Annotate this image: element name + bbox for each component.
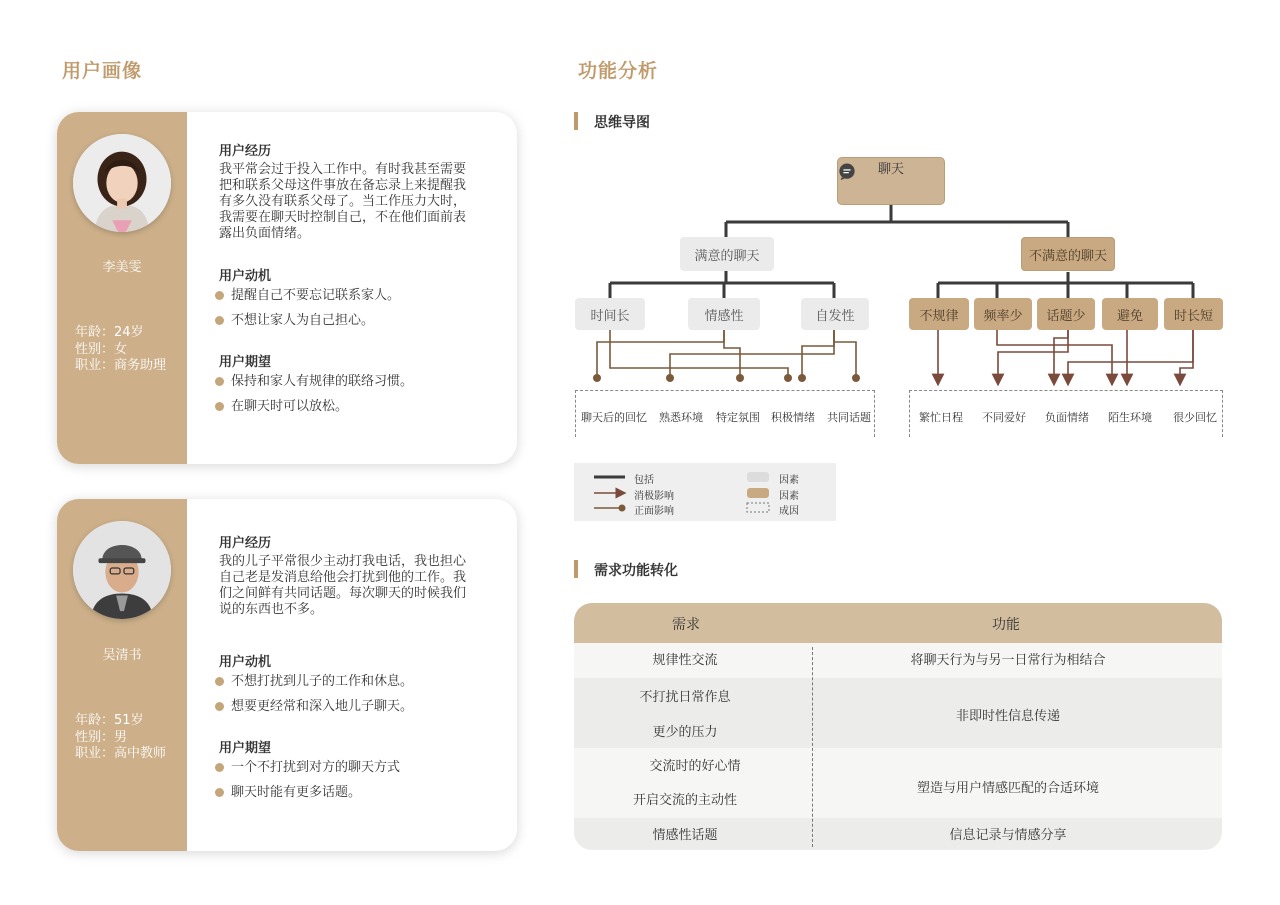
mindmap-legend: [574, 463, 836, 521]
cause-label: 繁忙日程: [919, 411, 963, 424]
header-function: 功能: [992, 617, 1020, 633]
expect-heading: 用户期望: [219, 355, 272, 370]
motive-heading: 用户动机: [219, 655, 272, 670]
cause-label: 共同话题: [827, 411, 871, 424]
need-cell: 开启交流的主动性: [632, 793, 738, 808]
cause-label: 积极情绪: [771, 411, 815, 424]
factor-node: 时长短: [1164, 298, 1223, 330]
history-heading: 用户经历: [219, 144, 272, 159]
function-cell: 非即时性信息传递: [955, 709, 1061, 724]
table-row: [574, 643, 1222, 678]
node-unsatisfied: 不满意的聊天: [1021, 237, 1115, 271]
list-item: 不想打扰到儿子的工作和休息。: [219, 673, 491, 698]
cause-label: 陌生环境: [1108, 411, 1152, 424]
expect-list: [219, 759, 491, 809]
function-cell: 将聊天行为与另一日常行为相结合: [910, 653, 1106, 668]
history-heading: 用户经历: [219, 536, 272, 551]
expect-heading: 用户期望: [219, 741, 272, 756]
motive-list: [219, 287, 491, 337]
persona-details: [219, 140, 491, 423]
persona-attributes: [75, 713, 166, 763]
function-cell: 信息记录与情感分享: [949, 828, 1067, 843]
node-satisfied: 满意的聊天: [680, 237, 774, 271]
need-cell: 规律性交流: [652, 653, 718, 668]
chat-bubble-icon: [838, 163, 856, 181]
mind-map: [570, 150, 1230, 450]
avatar-female: [73, 134, 171, 232]
list-item: 聊天时能有更多话题。: [219, 784, 491, 809]
legend-factor-brown-label: 因素: [779, 491, 799, 502]
table-row: [574, 678, 1222, 748]
persona-card-2: [57, 499, 517, 851]
table-header: [574, 603, 1222, 643]
factor-node: 不规律: [909, 298, 969, 330]
list-item: 想要更经常和深入地儿子聊天。: [219, 698, 491, 723]
list-item: 在聊天时可以放松。: [219, 398, 491, 423]
persona-sidebar: [57, 112, 187, 464]
avatar-male: [73, 521, 171, 619]
function-cell: 塑造与用户情感匹配的合适环境: [916, 781, 1100, 796]
persona-details: [219, 532, 491, 809]
motive-heading: 用户动机: [219, 269, 272, 284]
factor-node: 自发性: [801, 298, 869, 330]
root-label: 聊天: [877, 162, 904, 177]
table-row: [574, 748, 1222, 818]
cause-label: 不同爱好: [982, 411, 1026, 424]
persona-job: 职业：高中教师: [75, 746, 167, 761]
mindmap-title: 思维导图: [574, 112, 650, 132]
column-divider: [812, 647, 813, 847]
persona-age: 年龄：24岁: [75, 325, 144, 340]
legend-include-label: 包括: [634, 475, 654, 486]
cause-label: 熟悉环境: [659, 411, 703, 424]
list-item: 保持和家人有规律的联络习惯。: [219, 373, 491, 398]
expect-list: [219, 373, 491, 423]
persona-job: 职业：商务助理: [75, 358, 167, 373]
legend-factor-light-label: 因素: [779, 475, 799, 486]
factor-node: 时间长: [575, 298, 645, 330]
header-need: 需求: [672, 617, 700, 633]
legend-cause-label: 成因: [779, 506, 799, 517]
table-row: [574, 818, 1222, 850]
persona-section-title: 用户画像: [62, 60, 143, 82]
table-title: 需求功能转化: [574, 560, 678, 580]
factor-node: 情感性: [688, 298, 760, 330]
persona-sidebar: [57, 499, 187, 851]
motive-list: [219, 673, 491, 723]
history-text: 我平常会过于投入工作中。有时我甚至需要 把和联系父母这件事放在备忘录上来提醒我 有多久没有联系父母了。当工作压力大时， 我需要在聊天时控制自己，不在他们面前表 露出负面情绪。: [219, 162, 467, 241]
factor-node: 话题少: [1037, 298, 1095, 330]
legend-positive-label: 正面影响: [634, 506, 674, 517]
factor-node: 频率少: [974, 298, 1032, 330]
persona-name: 李美雯: [102, 260, 142, 275]
factor-node: 避免: [1102, 298, 1158, 330]
persona-gender: 性别：男: [75, 729, 128, 745]
list-item: 提醒自己不要忘记联系家人。: [219, 287, 491, 312]
persona-age: 年龄：51岁: [75, 713, 144, 728]
need-cell: 交流时的好心情: [649, 759, 741, 774]
list-item: 一个不打扰到对方的聊天方式: [219, 759, 491, 784]
list-item: 不想让家人为自己担心。: [219, 312, 491, 337]
mindmap-root: [837, 157, 945, 205]
history-text: 我的儿子平常很少主动打我电话，我也担心 自己老是发消息给他会打扰到他的工作。我 们之间鲜有共同话题。每次聊天的时候我们 说的东西也不多。: [219, 554, 467, 617]
cause-label: 聊天后的回忆: [581, 411, 647, 424]
persona-card-1: [57, 112, 517, 464]
persona-name: 吴清书: [102, 648, 142, 663]
need-cell: 更少的压力: [652, 725, 718, 740]
analysis-section-title: 功能分析: [578, 60, 659, 82]
legend-negative-label: 消极影响: [634, 491, 674, 502]
cause-label: 负面情绪: [1045, 411, 1089, 424]
cause-label: 很少回忆: [1173, 411, 1217, 424]
persona-attributes: [75, 325, 166, 375]
needs-functions-table: [574, 603, 1222, 850]
need-cell: 情感性话题: [652, 828, 718, 843]
persona-gender: 性别：女: [75, 341, 128, 357]
cause-label: 特定氛围: [716, 411, 760, 424]
need-cell: 不打扰日常作息: [639, 690, 731, 705]
